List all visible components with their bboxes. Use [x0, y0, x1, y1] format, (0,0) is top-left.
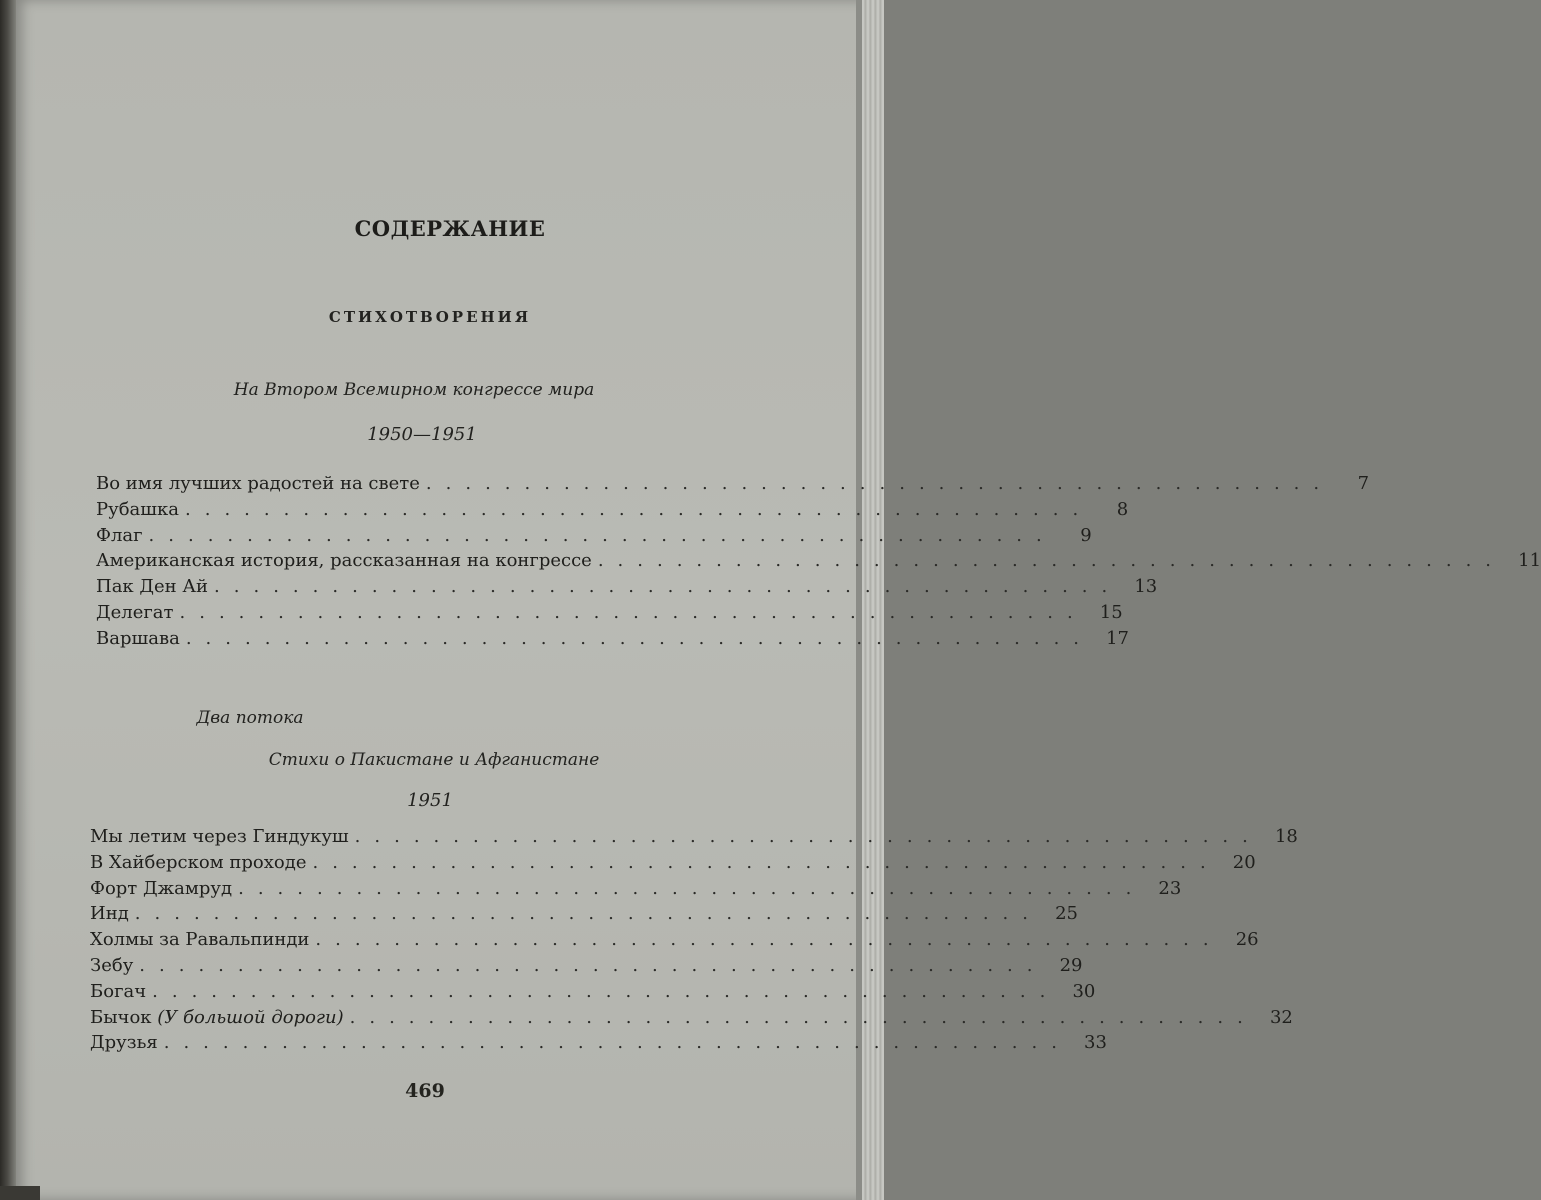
toc-row — [90, 826, 1298, 852]
leader-dots: .............................................. — [163, 1032, 1071, 1054]
toc-row — [96, 524, 1092, 551]
toc-page-number: 23 — [1158, 877, 1182, 899]
part2-toc — [90, 826, 1298, 1058]
toc-page-number: 30 — [1072, 980, 1096, 1002]
toc-row — [96, 498, 1129, 525]
leader-dots: .............................................. — [148, 524, 1056, 546]
toc-entry-title: Пак Ден Ай — [96, 576, 209, 598]
toc-entry-title — [90, 1007, 350, 1028]
toc-page-number: 20 — [1232, 851, 1256, 873]
toc-page-number: 29 — [1059, 954, 1083, 976]
leader-dots: .............................................. — [238, 877, 1146, 899]
part1-years: 1950—1951 — [367, 424, 477, 445]
toc-row — [96, 576, 1158, 602]
toc-row — [96, 550, 1541, 576]
part2-years: 1951 — [407, 790, 453, 811]
toc-entry-title: Инд — [90, 903, 129, 925]
toc-entry-title: Зебу — [90, 954, 134, 976]
toc-row — [90, 851, 1256, 878]
part1-heading: На Втором Всемирном конгрессе мира — [233, 380, 595, 400]
toc-row — [90, 929, 1259, 955]
toc-page-number: 11 — [1518, 550, 1541, 572]
toc-page-number: 17 — [1106, 627, 1130, 649]
toc-row — [90, 1006, 1293, 1033]
part2-subheading: Стихи о Пакистане и Афганистане — [268, 750, 600, 770]
toc-page-number: 32 — [1269, 1006, 1293, 1028]
toc-entry-subtitle: (У большой дороги) — [157, 1006, 344, 1028]
toc-page-number: 8 — [1116, 498, 1129, 520]
leader-dots: .............................................. — [179, 601, 1087, 623]
leader-dots: .............................................. — [312, 851, 1220, 873]
leader-dots: .............................................. — [185, 498, 1093, 520]
contents-title: СОДЕРЖАНИЕ — [354, 216, 546, 241]
toc-entry-title: Флаг — [96, 524, 143, 546]
toc-entry-title: Варшава — [96, 627, 180, 649]
toc-page-number: 25 — [1055, 903, 1078, 925]
toc-row — [96, 473, 1370, 499]
toc-row — [90, 903, 1078, 929]
leader-dots: .............................................. — [349, 1006, 1257, 1028]
toc-entry-title: Богач — [90, 980, 147, 1002]
toc-entry-title: Мы летим через Гиндукуш — [90, 826, 349, 847]
leader-dots: .............................................. — [214, 576, 1122, 598]
toc-entry-title: Делегат — [96, 601, 174, 623]
part2-heading: Два потока — [196, 708, 304, 728]
leader-dots: .............................................. — [185, 627, 1094, 649]
toc-entry-title-main: Бычок — [90, 1006, 152, 1028]
toc-page-number: 26 — [1235, 929, 1259, 951]
toc-entry-title: Во имя лучших радостей на свете — [96, 473, 420, 494]
toc-entry-title: В Хайберском проходе — [90, 851, 307, 873]
toc-row — [96, 627, 1130, 654]
section-title: СТИХОТВОРЕНИЯ — [328, 308, 532, 326]
toc-entry-title: Холмы за Равальпинди — [90, 929, 310, 951]
toc-row — [96, 601, 1123, 628]
leader-dots: .............................................. — [152, 980, 1060, 1002]
toc-page-number: 33 — [1084, 1032, 1107, 1054]
book-cover-corner — [0, 1186, 40, 1200]
page-number: 469 — [405, 1080, 445, 1102]
toc-page-number: 18 — [1274, 826, 1298, 847]
toc-row — [90, 1032, 1107, 1058]
leader-dots: .............................................. — [425, 473, 1334, 494]
toc-page-number: 15 — [1099, 601, 1123, 623]
leader-dots: .............................................. — [134, 903, 1042, 925]
leader-dots: .............................................. — [597, 550, 1506, 572]
toc-row — [90, 877, 1182, 904]
toc-page-number: 7 — [1357, 473, 1370, 494]
toc-entry-title: Рубашка — [96, 498, 179, 520]
toc-entry-title: Друзья — [90, 1032, 158, 1054]
book-page — [16, 0, 1541, 1200]
toc-row — [90, 980, 1096, 1007]
toc-entry-title: Форт Джамруд — [90, 877, 233, 899]
toc-entry-title: Американская история, рассказанная на конгрессе — [96, 550, 592, 572]
leader-dots: .............................................. — [315, 929, 1223, 951]
leader-dots: .............................................. — [354, 826, 1262, 847]
toc-page-number: 13 — [1134, 576, 1158, 598]
leader-dots: .............................................. — [139, 954, 1047, 976]
part1-toc — [96, 473, 1541, 654]
toc-page-number: 9 — [1080, 524, 1092, 546]
toc-row — [90, 954, 1083, 981]
